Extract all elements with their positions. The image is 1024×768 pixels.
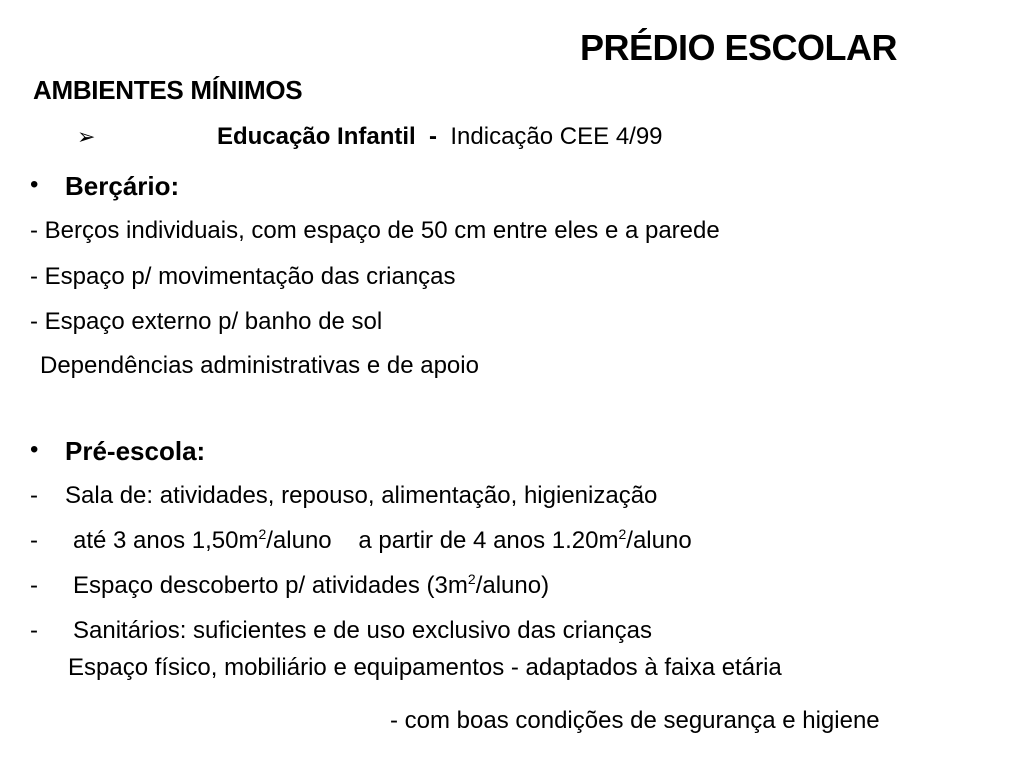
pre-escola-item: Sala de: atividades, repouso, alimentação, higienização — [65, 482, 658, 509]
bercario-item: Dependências administrativas e de apoio — [40, 352, 479, 379]
page-title: PRÉDIO ESCOLAR — [580, 27, 898, 68]
area-per-child-text: até 3 anos 1,50m — [73, 527, 259, 554]
pre-escola-item — [73, 526, 692, 554]
area-per-child-unit: /aluno — [266, 527, 332, 554]
superscript-2: 2 — [467, 571, 476, 587]
bercario-item: - Berços individuais, com espaço de 50 cm entre eles e a parede — [30, 217, 720, 244]
dash-marker: - — [30, 482, 38, 509]
section-subtitle: AMBIENTES MÍNIMOS — [33, 75, 303, 105]
indication-reference: Indicação CEE 4/99 — [450, 123, 663, 150]
indication-separator: - — [429, 123, 438, 150]
bercario-heading: Berçário: — [65, 171, 180, 201]
dash-marker: - — [30, 572, 38, 599]
pre-escola-item: Sanitários: suficientes e de uso exclusivo das crianças — [73, 617, 652, 644]
area-per-child-text: a partir de 4 anos 1.20m — [358, 527, 619, 554]
bercario-item: - Espaço p/ movimentação das crianças — [30, 263, 456, 290]
indication-line — [217, 125, 663, 149]
area-per-child-unit: /aluno — [626, 527, 692, 554]
dash-marker: - — [30, 527, 38, 554]
bullet-icon: • — [30, 171, 39, 198]
arrow-bullet-icon: ➢ — [77, 124, 96, 149]
bercario-item: - Espaço externo p/ banho de sol — [30, 308, 383, 335]
dash-marker: - — [30, 617, 38, 644]
pre-escola-item: Espaço físico, mobiliário e equipamentos - adaptados à faixa etária — [68, 654, 782, 681]
pre-escola-heading: Pré-escola: — [65, 436, 206, 466]
pre-escola-item — [73, 571, 550, 599]
pre-escola-item: - com boas condições de segurança e higiene — [390, 707, 880, 734]
superscript-2: 2 — [618, 526, 627, 542]
outdoor-space-text: Espaço descoberto p/ atividades (3m — [73, 572, 468, 599]
outdoor-space-unit: /aluno) — [475, 572, 550, 599]
bullet-icon: • — [30, 436, 39, 463]
superscript-2: 2 — [258, 526, 267, 542]
education-level-label: Educação Infantil — [217, 123, 416, 150]
